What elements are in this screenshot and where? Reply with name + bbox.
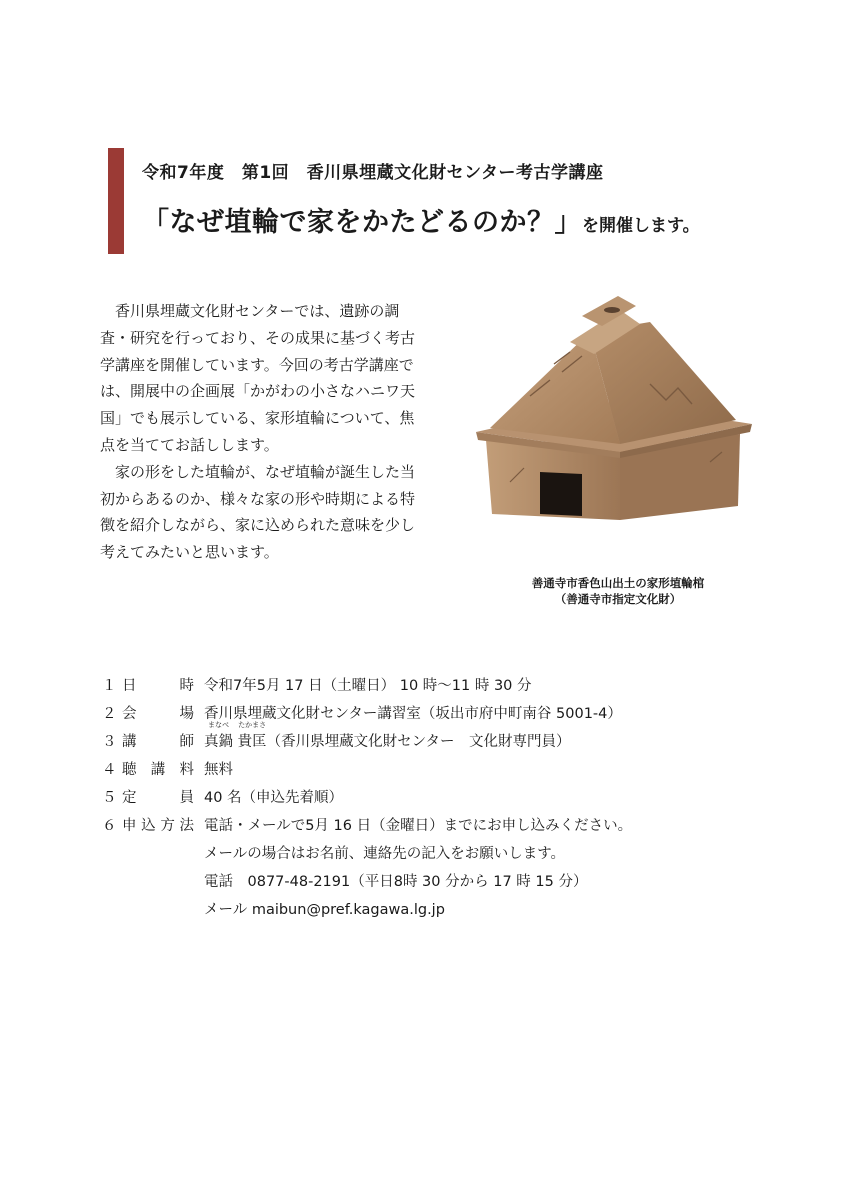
lecturer-affiliation: （香川県埋蔵文化財センター 文化財専門員） [266, 734, 571, 750]
haniwa-house-photo [470, 292, 766, 532]
item-label: 定 員 [122, 790, 194, 806]
lecture-title [142, 200, 700, 239]
item-number: ６ [102, 818, 117, 834]
item-number: １ [102, 678, 117, 694]
intro-paragraph: 家の形をした埴輪が、なぜ埴輪が誕生した当初からあるのか、様々な家の形や時期による特徴を紹介しながら、家に込められた意味を少し考えてみたいと思います。 [100, 462, 416, 562]
intro-paragraph: 香川県埋蔵文化財センターでは、遺跡の調査・研究を行っており、その成果に基づく考古学講座を開催しています。今回の考古学講座では、開展中の企画展「かがわの小さなハニワ天国」でも展示している、家形埴輪について、焦点を当ててお話しします。 [100, 302, 416, 454]
item-value: 電話・メールで5月 16 日（金曜日）までにお申し込みください。 [204, 818, 633, 834]
ruby-reading: たかまさ [238, 721, 267, 729]
intro-text [100, 298, 425, 566]
photo-caption [470, 575, 766, 607]
ruby-reading: まなべ [208, 721, 229, 729]
item-value [204, 721, 571, 751]
item-number: ４ [102, 762, 117, 778]
item-label: 聴 講 料 [122, 762, 194, 778]
item-label: 日 時 [122, 678, 194, 694]
item-value: 無料 [204, 762, 233, 778]
item-label: 会 場 [122, 706, 194, 722]
item-value: 香川県埋蔵文化財センター講習室（坂出市府中町南谷 5001-4） [204, 706, 622, 722]
item-label: 講 師 [122, 734, 194, 750]
item-number: ３ [102, 734, 117, 750]
lecture-title-suffix: を開催します。 [582, 216, 700, 236]
lecturer-given-name: たかまさ 貴匡 [237, 721, 267, 750]
item-number: ５ [102, 790, 117, 806]
haniwa-doorway [540, 472, 582, 516]
item-value: 40 名（申込先着順） [204, 790, 344, 806]
item-label: 申 込 方 法 [122, 818, 194, 834]
item-value: 令和7年5月 17 日（土曜日） 10 時～11 時 30 分 [204, 678, 532, 694]
lecture-subtitle: 令和7年度 第1回 香川県埋蔵文化財センター考古学講座 [142, 163, 604, 183]
title-accent-bar [108, 148, 124, 254]
photo-caption-line: 善通寺市香色山出土の家形埴輪棺 [531, 576, 705, 590]
lecture-title-main: 「なぜ埴輪で家をかたどるのか？」 [142, 207, 582, 238]
photo-caption-line: （善通寺市指定文化財） [554, 592, 682, 606]
item-number: ２ [102, 706, 117, 722]
lecturer-surname: まなべ 真鍋 [204, 721, 233, 750]
